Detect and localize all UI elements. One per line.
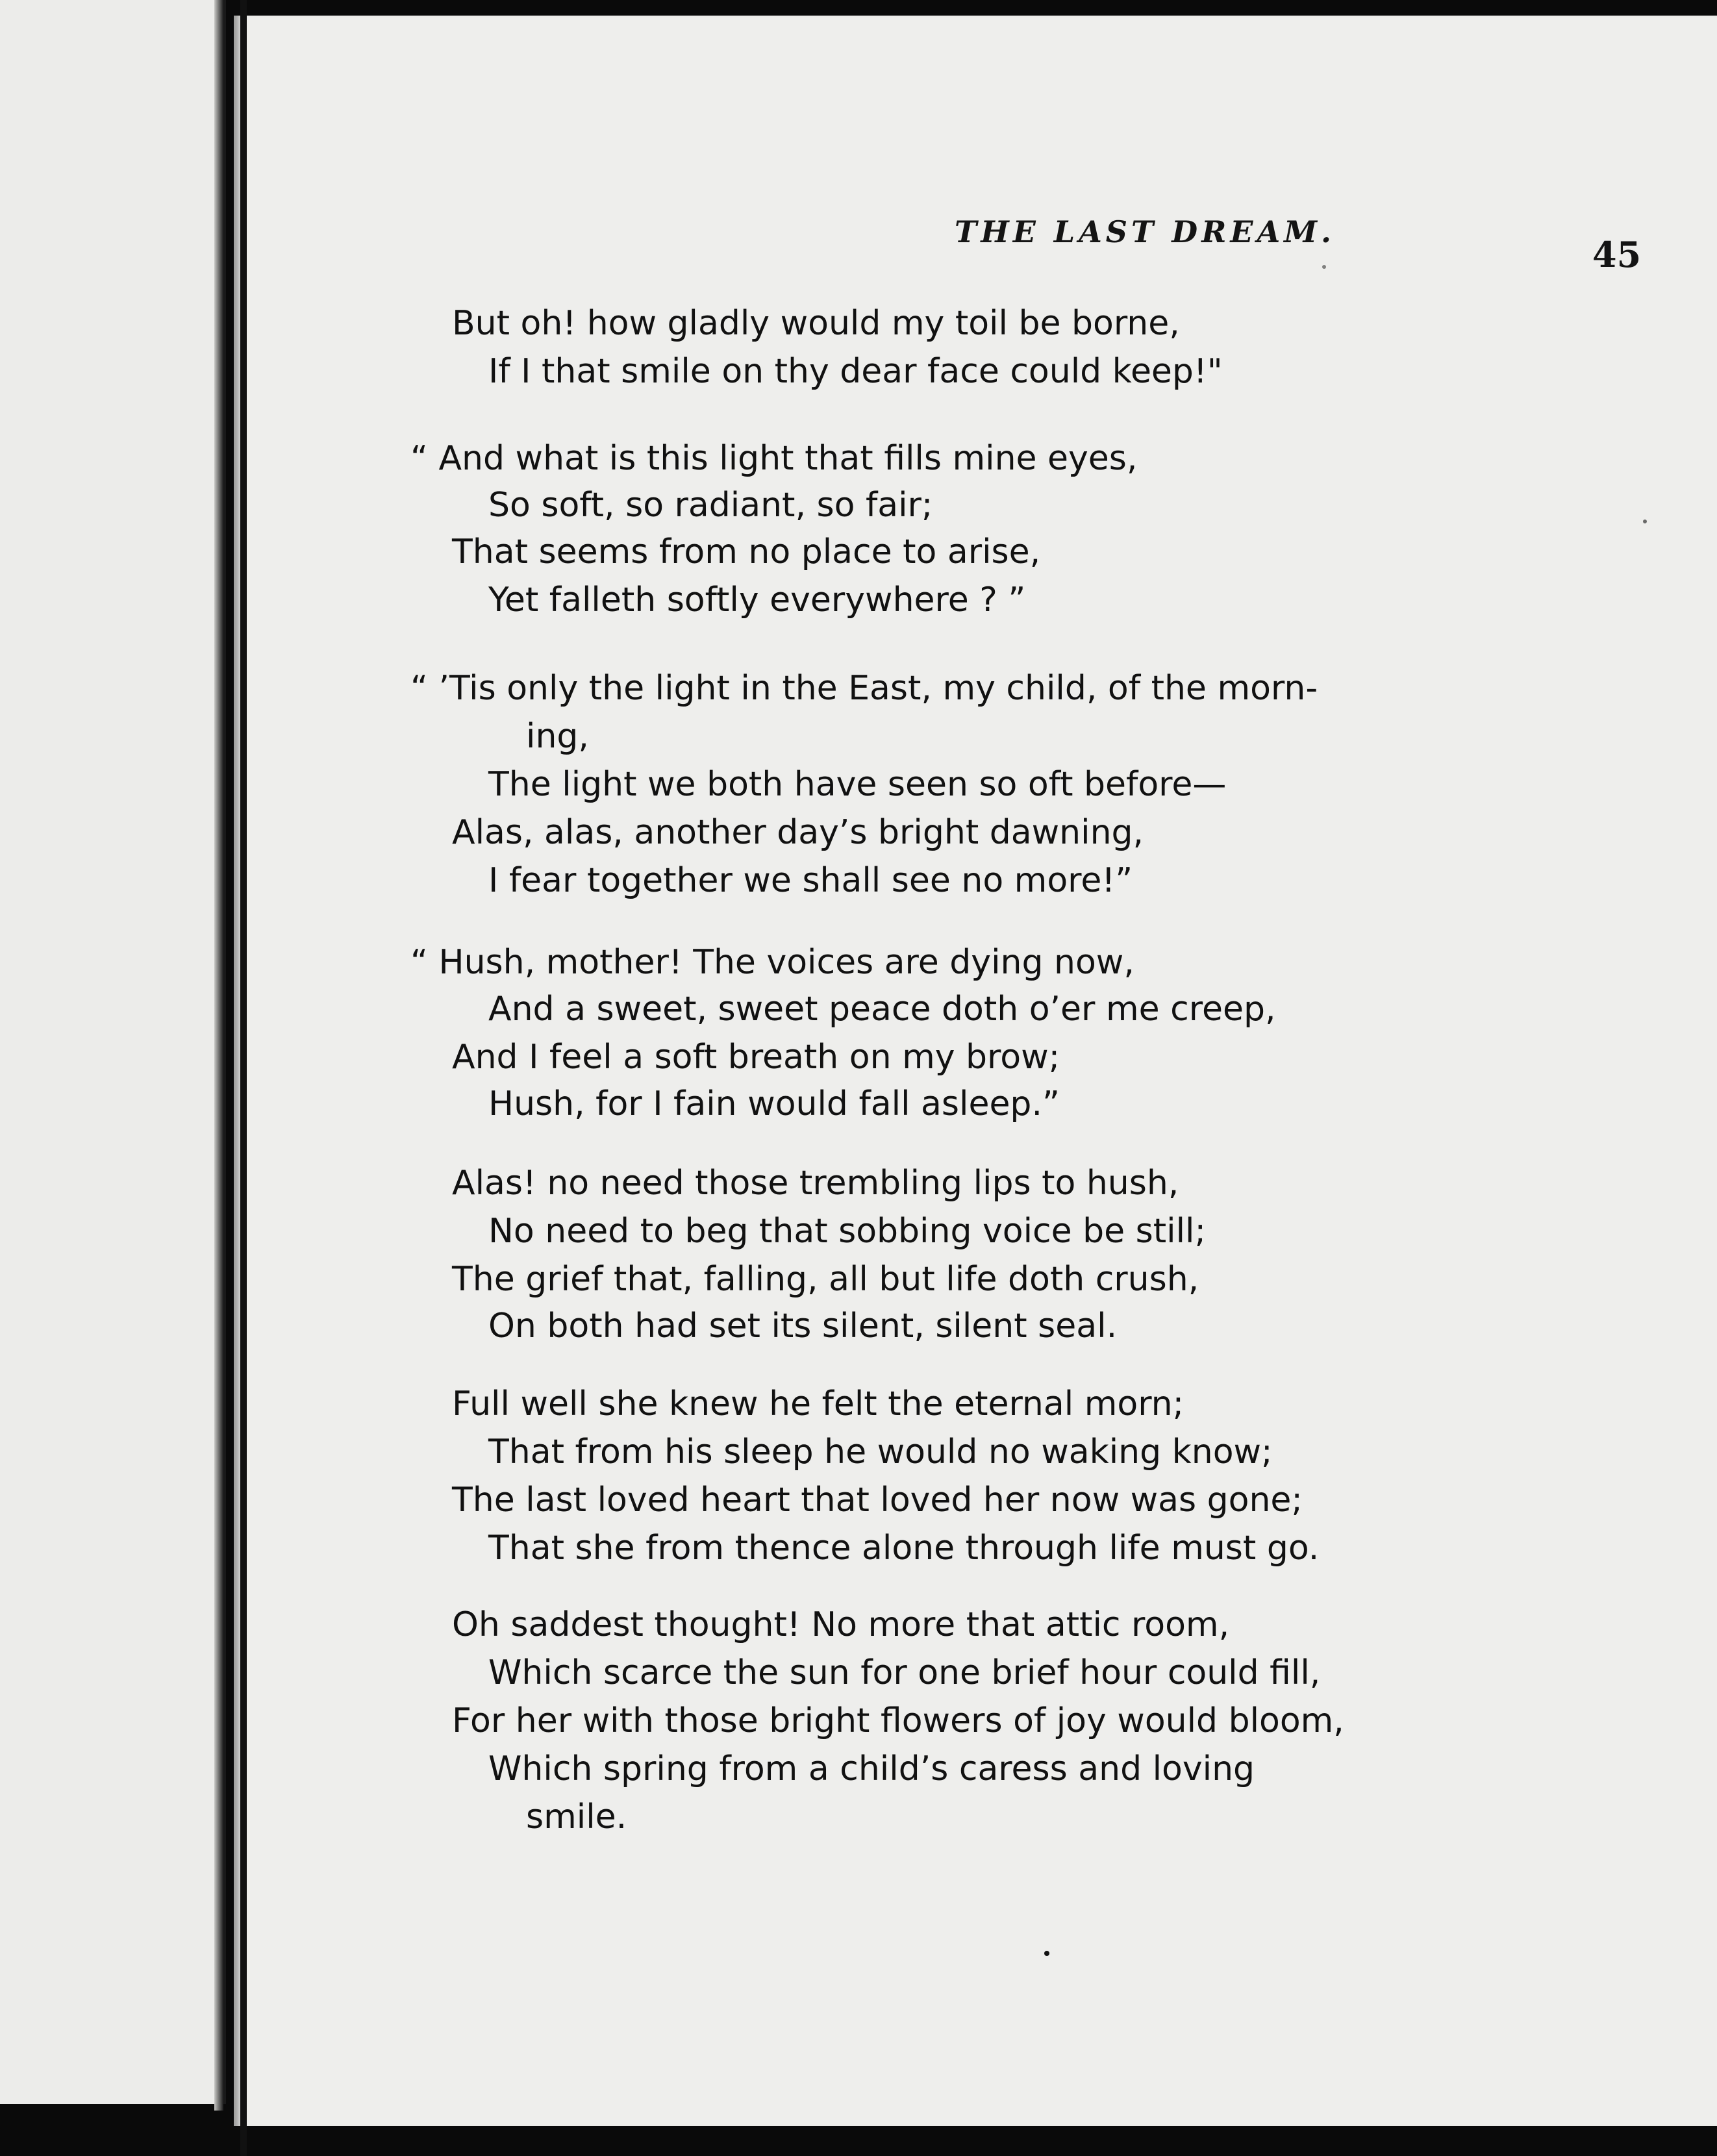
poem-line: Which scarce the sun for one brief hour could fill, xyxy=(488,1653,1321,1692)
poem-line: And a sweet, sweet peace doth o’er me creep, xyxy=(488,990,1276,1029)
poem-line: That seems from no place to arise, xyxy=(452,533,1041,571)
poem-line: That from his sleep he would no waking know; xyxy=(488,1433,1273,1472)
poem-line: Alas! no need those trembling lips to hush, xyxy=(452,1164,1179,1203)
poem-line: For her with those bright flowers of joy would bloom, xyxy=(452,1701,1344,1740)
poem-line: “ Hush, mother! The voices are dying now, xyxy=(410,943,1134,982)
poem-line: Yet falleth softly everywhere ? ” xyxy=(488,581,1026,620)
poem-line: “ ’Tis only the light in the East, my child, of the morn- xyxy=(410,669,1318,708)
poem-line: But oh! how gladly would my toil be borne, xyxy=(452,304,1180,343)
poem-line: I fear together we shall see no more!” xyxy=(488,861,1133,900)
poem-line: ing, xyxy=(526,717,589,756)
poem-line: “ And what is this light that fills mine eyes, xyxy=(410,439,1138,478)
poem-line: Alas, alas, another day’s bright dawning, xyxy=(452,813,1144,852)
poem-line: No need to beg that sobbing voice be still; xyxy=(488,1212,1206,1251)
poem-line: And I feel a soft breath on my brow; xyxy=(452,1038,1060,1077)
ink-speck xyxy=(1643,520,1647,523)
poem-line: The last loved heart that loved her now was gone; xyxy=(452,1481,1303,1520)
poem-line: That she from thence alone through life must go. xyxy=(488,1529,1320,1568)
poem-line: If I that smile on thy dear face could keep!" xyxy=(488,352,1223,391)
poem-line: The grief that, falling, all but life doth crush, xyxy=(452,1260,1199,1299)
poem-line: smile. xyxy=(526,1798,627,1836)
running-title: THE LAST DREAM. xyxy=(955,214,1336,249)
poem-line: The light we both have seen so oft before— xyxy=(488,765,1227,804)
poem-line: On both had set its silent, silent seal. xyxy=(488,1307,1118,1346)
poem-line: Full well she knew he felt the eternal morn; xyxy=(452,1385,1184,1423)
ink-speck xyxy=(1044,1951,1049,1956)
poem-line: Oh saddest thought! No more that attic room, xyxy=(452,1605,1230,1644)
ink-speck xyxy=(1322,265,1326,269)
poem-line: Which spring from a child’s caress and loving xyxy=(488,1749,1255,1788)
poem-line: Hush, for I fain would fall asleep.” xyxy=(488,1084,1060,1123)
page-number: 45 xyxy=(1592,234,1642,275)
poem-line: So soft, so radiant, so fair; xyxy=(488,486,933,525)
